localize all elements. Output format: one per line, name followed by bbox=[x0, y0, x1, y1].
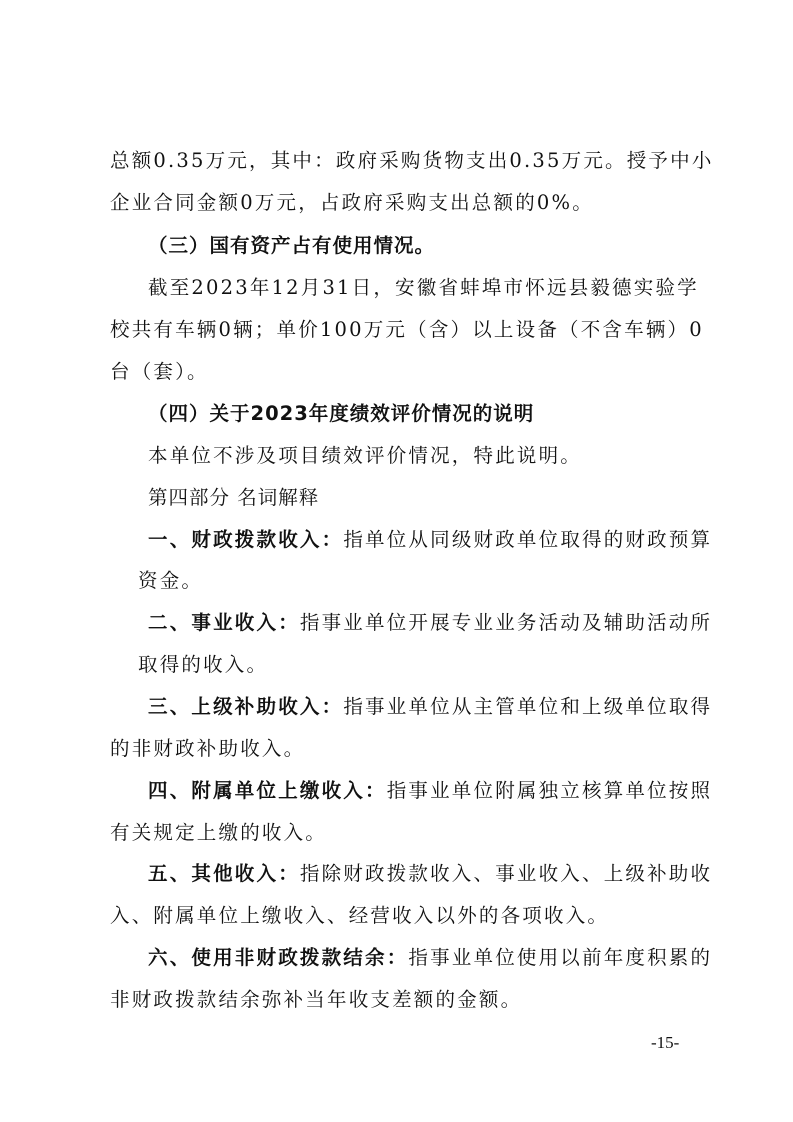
term-definition: 指单位从同级财政单位取得的财政预算 bbox=[343, 528, 713, 551]
section-heading-4: （四）关于2023年度绩效评价情况的说明 bbox=[148, 402, 535, 425]
term-line bbox=[148, 525, 712, 555]
term-definition: 指事业单位附属独立核算单位按照 bbox=[386, 779, 713, 802]
term-line bbox=[148, 943, 712, 973]
term-label: 四、附属单位上缴收入： bbox=[148, 779, 387, 802]
paragraph-line: 台（套）。 bbox=[110, 360, 209, 383]
term-line: 有关规定上缴的收入。 bbox=[110, 821, 328, 844]
term-line bbox=[148, 776, 712, 806]
part-heading: 第四部分 名词解释 bbox=[148, 486, 320, 509]
term-label: 六、使用非财政拨款结余： bbox=[148, 946, 409, 969]
paragraph-line: 企业合同金额0万元，占政府采购支出总额的0%。 bbox=[110, 191, 594, 214]
page-number: -15- bbox=[651, 1033, 680, 1052]
paragraph-line: 本单位不涉及项目绩效评价情况，特此说明。 bbox=[148, 444, 583, 467]
paragraph-line: 截至2023年12月31日，安徽省蚌埠市怀远县毅德实验学 bbox=[148, 276, 699, 299]
term-definition: 指事业单位开展专业业务活动及辅助活动所 bbox=[299, 611, 713, 634]
term-label: 五、其他收入： bbox=[148, 862, 300, 885]
term-line: 取得的收入。 bbox=[138, 653, 269, 676]
term-line bbox=[148, 859, 712, 889]
term-line bbox=[148, 692, 712, 722]
section-heading-3: （三）国有资产占有使用情况。 bbox=[148, 234, 436, 257]
term-line: 非财政拨款结余弥补当年收支差额的金额。 bbox=[110, 988, 523, 1011]
term-line bbox=[148, 608, 712, 638]
term-line: 的非财政补助收入。 bbox=[110, 737, 306, 760]
term-label: 三、上级补助收入： bbox=[148, 695, 344, 718]
term-definition: 指事业单位使用以前年度积累的 bbox=[408, 946, 713, 969]
paragraph-line: 总额0.35万元，其中：政府采购货物支出0.35万元。授予中小 bbox=[110, 149, 714, 172]
term-label: 一、财政拨款收入： bbox=[148, 528, 344, 551]
term-definition: 指事业单位从主管单位和上级单位取得 bbox=[343, 695, 713, 718]
term-line: 入、附属单位上缴收入、经营收入以外的各项收入。 bbox=[110, 904, 610, 927]
term-line: 资金。 bbox=[138, 569, 204, 592]
term-label: 二、事业收入： bbox=[148, 611, 300, 634]
paragraph-line: 校共有车辆0辆；单价100万元（含）以上设备（不含车辆）0 bbox=[110, 318, 704, 341]
term-definition: 指除财政拨款收入、事业收入、上级补助收 bbox=[299, 862, 713, 885]
